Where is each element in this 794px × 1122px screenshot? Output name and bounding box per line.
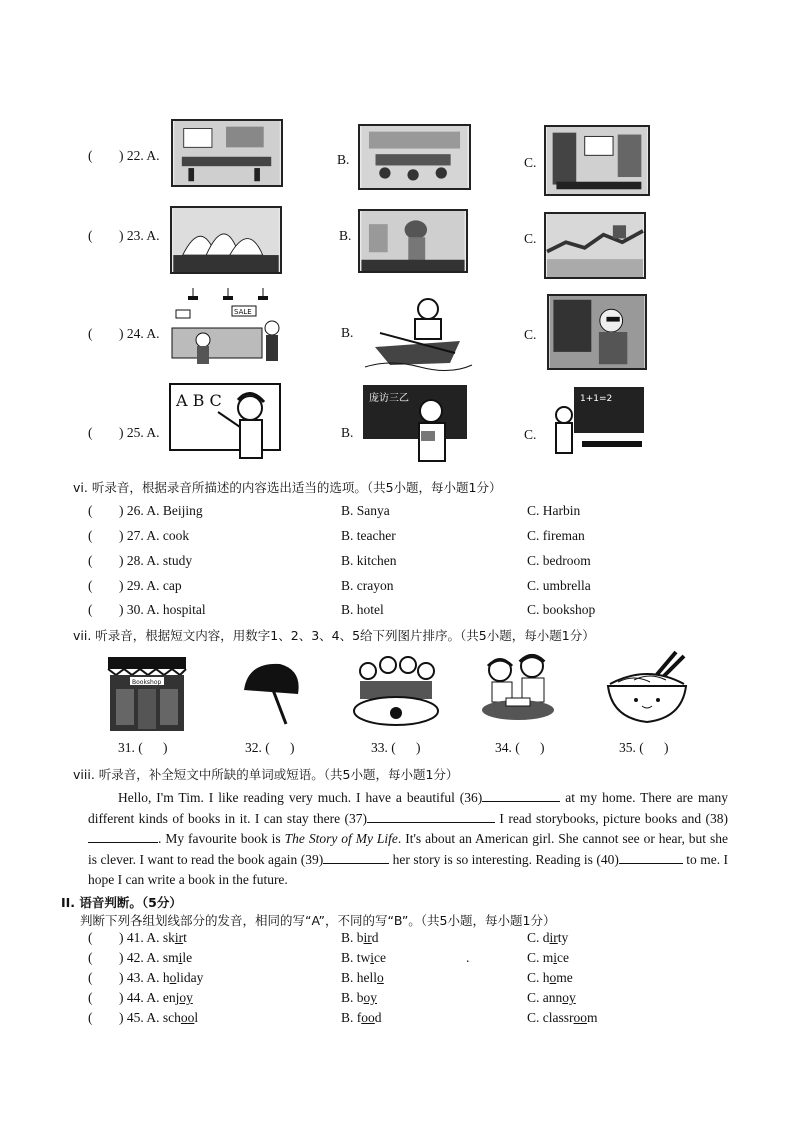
answer-paren[interactable]: ( (88, 990, 93, 1005)
question-text: ) 30. A. hospital (119, 602, 206, 617)
option-b: B. bird (341, 930, 379, 945)
board-math-text: 1+1=2 (580, 394, 613, 404)
shop-sign-text: Bookshop (132, 679, 162, 686)
image-opera-house-a[interactable] (170, 206, 282, 274)
option-c: C. annoy (527, 990, 576, 1005)
image-dining-room-b[interactable] (358, 124, 471, 190)
passage-text: . It's about an American girl. She cannot see or hear, but she is clever. I want to read the book again (39) (88, 831, 728, 867)
section-vi-title: vi. 听录音，根据录音所描述的内容选出适当的选项。（共5小题，每小题1分） (73, 480, 502, 495)
option-c-label: C. (524, 155, 537, 170)
option-c: C. bedroom (527, 553, 591, 568)
answer-paren[interactable]: ( (88, 553, 93, 568)
image-classroom-a[interactable] (171, 119, 283, 187)
question-number: ) 24. A. (119, 326, 160, 341)
option-b-label: B. (341, 425, 354, 440)
answer-paren[interactable]: ( (88, 578, 93, 593)
image-library-c[interactable] (544, 125, 650, 196)
order-label-32[interactable]: 32. ( ) (245, 740, 295, 755)
option-b: B. twice (341, 950, 387, 965)
option-b: B. Sanya (341, 503, 390, 518)
option-b-label: B. (341, 325, 354, 340)
passage-text: I read storybooks, picture books and (38) (495, 810, 728, 826)
option-c-label: C. (524, 327, 537, 342)
option-c-label: C. (524, 427, 537, 442)
answer-paren[interactable]: ( (88, 503, 93, 518)
part-ii-title: II. 语音判断。（5分） (61, 895, 182, 910)
image-great-wall-c[interactable] (544, 212, 646, 279)
passage-text: . My favourite book is (158, 831, 285, 846)
question-text: ) 26. A. Beijing (119, 503, 203, 518)
question-option-a: ) 43. A. holiday (119, 970, 204, 985)
order-label-35[interactable]: 35. ( ) (619, 740, 669, 755)
image-children-reading[interactable] (478, 652, 558, 732)
passage-text: her story is so interesting. Reading is (40) (389, 851, 619, 867)
option-b: B. boy (341, 990, 378, 1005)
board-chinese-text: 庞访三乙 (369, 393, 409, 404)
option-b: B. hotel (341, 602, 384, 617)
order-label-34[interactable]: 34. ( ) (495, 740, 545, 755)
blank-39[interactable] (323, 851, 389, 864)
option-c-label: C. (524, 231, 537, 246)
answer-paren[interactable]: ( (88, 970, 93, 985)
image-math-board-c[interactable] (546, 385, 647, 465)
question-text: ) 29. A. cap (119, 578, 182, 593)
option-b: B. food (341, 1010, 382, 1025)
answer-paren[interactable]: ( (88, 228, 93, 243)
cloze-passage (88, 788, 728, 891)
image-shopping-sale-a[interactable] (168, 288, 285, 368)
question-text: ) 28. A. study (119, 553, 193, 568)
board-abc-text: A B C (176, 391, 222, 410)
image-teacher-chinese-board-b[interactable] (361, 383, 469, 465)
option-c: C. bookshop (527, 602, 596, 617)
option-c: C. dirty (527, 930, 569, 945)
answer-paren[interactable]: ( (88, 950, 93, 965)
blank-40[interactable] (619, 851, 683, 864)
part-ii-instruction: 判断下列各组划线部分的发音，相同的写“A”，不同的写“B”。（共5小题，每小题1分） (80, 913, 556, 928)
passage-text: to me. I hope I can write a book in the future. (88, 851, 729, 887)
sale-sign-text: SALE (234, 308, 252, 316)
question-number: ) 23. A. (119, 228, 160, 243)
question-option-a: ) 41. A. skirt (119, 930, 187, 945)
question-number: ) 25. A. (119, 425, 160, 440)
stray-dot: . (466, 950, 470, 965)
image-bookshop[interactable] (106, 655, 188, 733)
order-label-31[interactable]: 31. ( ) (118, 740, 168, 755)
image-family-dinner[interactable] (350, 655, 442, 732)
question-text: ) 27. A. cook (119, 528, 190, 543)
blank-36[interactable] (482, 789, 560, 802)
image-merlion-b[interactable] (358, 209, 468, 273)
passage-text: at my home. There are many different kinds of books in it. I can stay there (37) (88, 790, 728, 826)
answer-paren[interactable]: ( (88, 148, 93, 163)
answer-paren[interactable]: ( (88, 930, 93, 945)
blank-37[interactable] (367, 810, 495, 823)
image-teacher-abc-board-a[interactable] (168, 382, 285, 467)
section-viii-title: viii. 听录音，补全短文中所缺的单词或短语。（共5小题，每小题1分） (73, 767, 459, 782)
option-b: B. crayon (341, 578, 394, 593)
question-option-a: ) 44. A. enjoy (119, 990, 193, 1005)
question-option-a: ) 42. A. smile (119, 950, 193, 965)
option-c: C. fireman (527, 528, 585, 543)
answer-paren[interactable]: ( (88, 528, 93, 543)
option-c: C. home (527, 970, 573, 985)
answer-paren[interactable]: ( (88, 602, 93, 617)
option-c: C. umbrella (527, 578, 591, 593)
blank-38[interactable] (88, 830, 158, 843)
question-number: ) 22. A. (119, 148, 160, 163)
option-b-label: B. (339, 228, 352, 243)
option-b: B. kitchen (341, 553, 397, 568)
answer-paren[interactable]: ( (88, 425, 93, 440)
option-b: B. hello (341, 970, 384, 985)
passage-text: Hello, I'm Tim. I like reading very much. I have a beautiful (36) (118, 790, 483, 805)
answer-paren[interactable]: ( (88, 326, 93, 341)
option-c: C. classroom (527, 1010, 598, 1025)
option-c: C. Harbin (527, 503, 581, 518)
image-woman-window-c[interactable] (547, 294, 647, 370)
option-b-label: B. (337, 152, 350, 167)
option-b: B. teacher (341, 528, 396, 543)
answer-paren[interactable]: ( (88, 1010, 93, 1025)
option-c: C. mice (527, 950, 570, 965)
order-label-33[interactable]: 33. ( ) (371, 740, 421, 755)
image-boy-rowing-boat-b[interactable] (360, 295, 475, 375)
image-noodles-bowl[interactable] (604, 648, 690, 732)
question-option-a: ) 45. A. school (119, 1010, 199, 1025)
book-title: The Story of My Life (284, 831, 398, 846)
image-umbrella[interactable] (240, 660, 306, 728)
section-vii-title: vii. 听录音，根据短文内容，用数字1、2、3、4、5给下列图片排序。（共5小题，每小题1分） (73, 628, 595, 643)
